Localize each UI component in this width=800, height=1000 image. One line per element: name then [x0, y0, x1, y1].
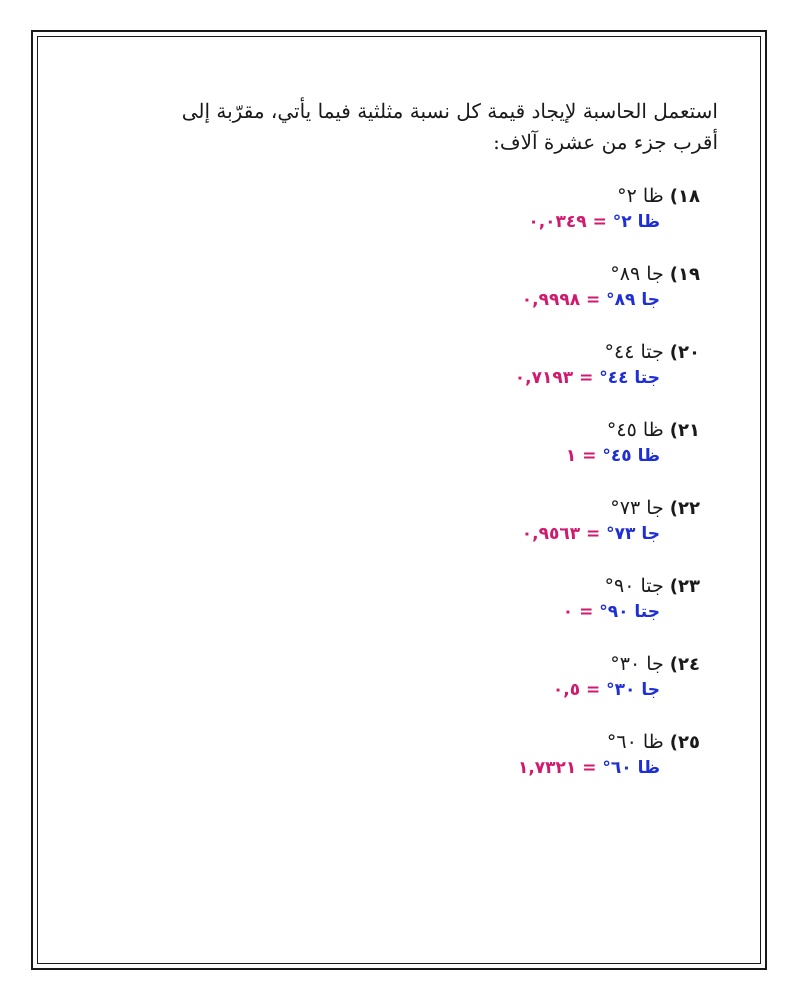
problem-20 [340, 338, 700, 416]
problem-expression: جا ٨٩° [610, 263, 664, 285]
problem-question [340, 650, 700, 679]
problem-question [340, 338, 700, 367]
equals-sign: = [579, 602, 594, 622]
problem-question [340, 416, 700, 445]
problem-expression: ظا ٤٥° [606, 419, 664, 441]
answer-expression: ظا ٦٠° [602, 758, 660, 778]
answer-expression: ظا ٢° [612, 212, 660, 232]
problem-21 [340, 416, 700, 494]
problem-expression: ظا ٢° [617, 185, 664, 207]
instructions-line-2: أقرب جزء من عشرة آلاف: [493, 130, 718, 154]
equals-sign: = [592, 212, 607, 232]
problem-number: ١٩) [669, 264, 700, 285]
problem-23 [340, 572, 700, 650]
problem-answer [340, 601, 660, 623]
problem-question [340, 260, 700, 289]
answer-value: ٠,٩٥٦٣ [521, 524, 581, 544]
instructions [118, 96, 718, 158]
answer-value: ٠ [562, 602, 574, 622]
answer-value: ١ [565, 446, 577, 466]
problem-18 [340, 182, 700, 260]
problem-answer [340, 445, 660, 467]
problem-number: ٢٥) [669, 732, 700, 753]
equals-sign: = [582, 758, 597, 778]
problem-question [340, 182, 700, 211]
answer-expression: ظا ٤٥° [602, 446, 660, 466]
answer-expression: جتا ٩٠° [599, 602, 660, 622]
answer-value: ٠,٩٩٩٨ [521, 290, 581, 310]
problem-number: ٢٣) [669, 576, 700, 597]
problem-answer [340, 289, 660, 311]
equals-sign: = [579, 368, 594, 388]
problem-number: ٢٢) [669, 498, 700, 519]
problem-22 [340, 494, 700, 572]
answer-value: ١,٧٣٢١ [517, 758, 577, 778]
equals-sign: = [582, 446, 597, 466]
problem-19 [340, 260, 700, 338]
equals-sign: = [586, 680, 601, 700]
problem-answer [340, 367, 660, 389]
answer-value: ٠,٧١٩٣ [514, 368, 574, 388]
answer-expression: جا ٧٣° [606, 524, 660, 544]
answer-value: ٠,٠٣٤٩ [528, 212, 587, 232]
answer-value: ٠,٥ [552, 680, 581, 700]
problem-answer [340, 679, 660, 701]
problem-question [340, 572, 700, 601]
problem-24 [340, 650, 700, 728]
problem-expression: جا ٣٠° [610, 653, 664, 675]
answer-expression: جتا ٤٤° [599, 368, 660, 388]
problem-expression: ظا ٦٠° [606, 731, 664, 753]
problem-answer [340, 211, 660, 233]
problem-25 [340, 728, 700, 806]
problem-list [340, 182, 700, 806]
problem-number: ١٨) [669, 186, 700, 207]
problem-expression: جتا ٤٤° [604, 341, 664, 363]
problem-question [340, 494, 700, 523]
problem-number: ٢٠) [669, 342, 700, 363]
problem-answer [340, 757, 660, 779]
answer-expression: جا ٨٩° [606, 290, 660, 310]
problem-number: ٢٤) [669, 654, 700, 675]
problem-question [340, 728, 700, 757]
problem-answer [340, 523, 660, 545]
equals-sign: = [586, 524, 601, 544]
problem-number: ٢١) [669, 420, 700, 441]
problem-expression: جتا ٩٠° [604, 575, 664, 597]
equals-sign: = [586, 290, 601, 310]
instructions-line-1: استعمل الحاسبة لإيجاد قيمة كل نسبة مثلثية فيما يأتي، مقرّبة إلى [181, 99, 718, 123]
problem-expression: جا ٧٣° [610, 497, 664, 519]
answer-expression: جا ٣٠° [606, 680, 660, 700]
